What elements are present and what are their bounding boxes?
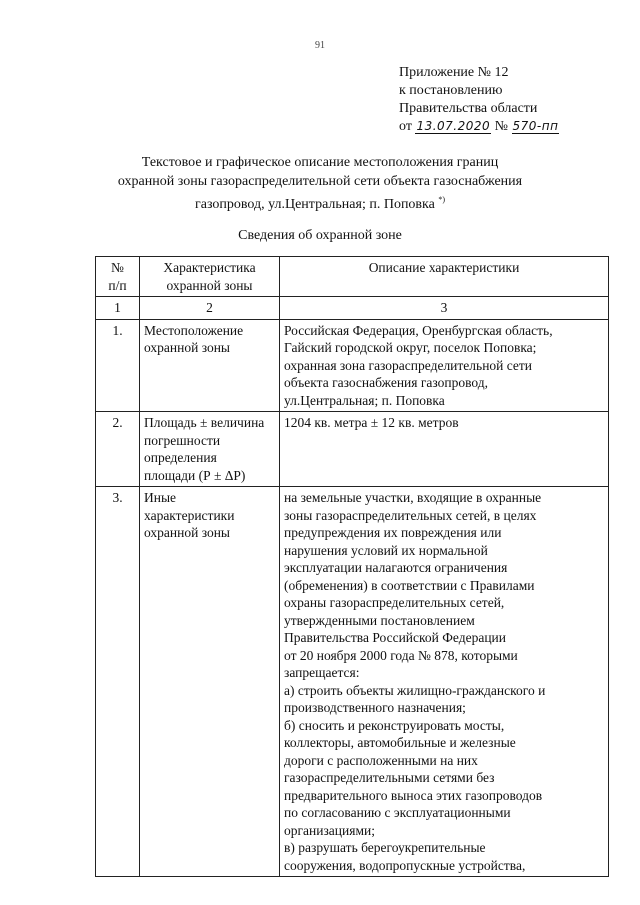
row-number: 1. <box>96 319 140 412</box>
table-body <box>96 319 609 877</box>
description-line: на земельные участки, входящие в охранные <box>284 490 542 505</box>
description-line: б) сносить и реконструировать мосты, <box>284 717 505 733</box>
description-line: нарушения условий их нормальной <box>284 542 488 558</box>
description-line: Гайский городской округ, поселок Поповка; <box>284 340 537 355</box>
row-description <box>280 319 609 412</box>
row-characteristic <box>140 487 280 877</box>
appendix-line-2: к постановлению <box>399 83 503 98</box>
description-line: охраны газораспределительных сетей, <box>284 595 505 610</box>
description-line: от 20 ноября 2000 года № 878, которыми <box>284 647 518 663</box>
characteristic-line: определения <box>144 450 217 465</box>
characteristic-line: площади (Р ± ΔР) <box>144 467 246 483</box>
description-line: предупреждения их повреждения или <box>284 525 502 540</box>
description-line: а) строить объекты жилищно-гражданского и <box>284 682 546 698</box>
heading-line-3-text: газопровод, ул.Центральная; п. Поповка <box>194 197 435 212</box>
description-line: предварительного выноса этих газопроводов <box>284 787 543 803</box>
description-line: зоны газораспределительных сетей, в целях <box>284 507 537 523</box>
header-num <box>96 257 140 297</box>
header-characteristic <box>140 257 280 297</box>
description-line: запрещается: <box>284 665 360 680</box>
appendix-date-prefix: от <box>399 119 412 134</box>
header-description: Описание характеристики <box>280 257 609 297</box>
header-characteristic-line-1: Характеристика <box>163 260 256 275</box>
page-number: 91 <box>315 40 325 51</box>
heading-footnote-mark: *) <box>438 195 446 204</box>
header-num-line-1: № <box>111 260 124 275</box>
characteristic-line: Площадь ± величина <box>144 415 265 430</box>
description-line: в) разрушать берегоукрепительные <box>284 840 486 855</box>
section-subtitle: Сведения об охранной зоне <box>238 228 402 243</box>
row-number: 2. <box>96 412 140 487</box>
characteristic-line: охранной зоны <box>144 525 231 540</box>
column-number-3: 3 <box>280 297 609 320</box>
column-number-2: 2 <box>140 297 280 320</box>
header-num-line-2: п/п <box>108 277 127 293</box>
description-line: утвержденными постановлением <box>284 612 475 628</box>
row-description <box>280 487 609 877</box>
description-line: производственного назначения; <box>284 700 466 715</box>
appendix-date-line <box>399 118 559 136</box>
description-line: сооружения, водопропускные устройства, <box>284 857 526 873</box>
description-line: Российская Федерация, Оренбургская область, <box>284 322 553 338</box>
column-number-1: 1 <box>96 297 140 320</box>
heading-line-2: охранной зоны газораспределительной сети объекта газоснабжения <box>117 173 523 189</box>
description-line: газораспределительными сетями без <box>284 770 495 785</box>
row-characteristic <box>140 319 280 412</box>
description-line: Правительства Российской Федерации <box>284 630 506 645</box>
description-line: ул.Центральная; п. Поповка <box>284 392 445 408</box>
description-line: организациями; <box>284 822 375 838</box>
description-line: объекта газоснабжения газопровод, <box>284 375 488 390</box>
header-characteristic-line-2: охранной зоны <box>166 277 253 293</box>
appendix-block <box>399 64 559 136</box>
row-characteristic <box>140 412 280 487</box>
appendix-line-3: Правительства области <box>399 101 538 116</box>
column-number-row <box>96 297 609 320</box>
appendix-number-sign: № <box>494 119 509 134</box>
description-line: по согласованию с эксплуатационными <box>284 805 511 820</box>
characteristic-line: Местоположение <box>144 322 244 338</box>
table-row <box>96 487 609 877</box>
characteristic-line: характеристики <box>144 507 235 523</box>
table-row <box>96 319 609 412</box>
appendix-date: 13.07.2020 <box>416 119 491 133</box>
description-line: (обременения) в соответствии с Правилами <box>284 577 535 593</box>
document-heading <box>60 154 580 215</box>
appendix-number: 570-пп <box>512 119 559 133</box>
table-header-row <box>96 257 609 297</box>
heading-line-3 <box>60 191 580 215</box>
table-row <box>96 412 609 487</box>
characteristic-line: погрешности <box>144 432 221 448</box>
description-line: коллекторы, автомобильные и железные <box>284 735 516 750</box>
characteristic-line: Иные <box>144 490 177 505</box>
heading-line-1: Текстовое и графическое описание местоположения границ <box>141 155 499 170</box>
description-line: 1204 кв. метра ± 12 кв. метров <box>284 415 459 430</box>
protection-zone-table <box>95 256 609 877</box>
description-line: дороги с расположенными на них <box>284 752 478 768</box>
characteristic-line: охранной зоны <box>144 340 231 355</box>
row-description <box>280 412 609 487</box>
description-line: охранная зона газораспределительной сети <box>284 357 533 373</box>
description-line: эксплуатации налагаются ограничения <box>284 560 508 575</box>
row-number: 3. <box>96 487 140 877</box>
appendix-title: Приложение № 12 <box>399 65 509 80</box>
